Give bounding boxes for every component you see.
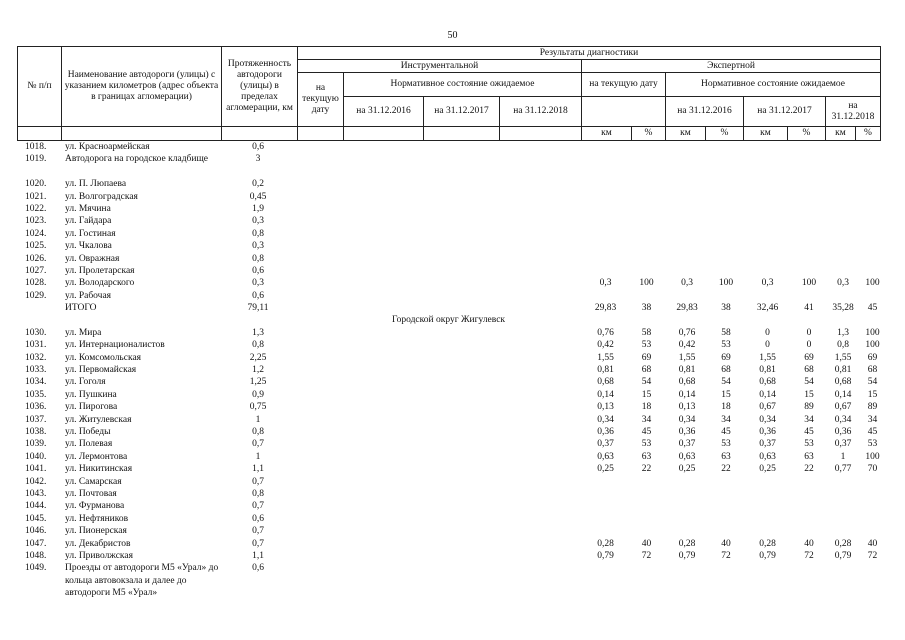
table-row (17, 178, 880, 190)
cell-num: 1034. (25, 377, 47, 388)
cell-e1k: 0,37 (678, 439, 696, 450)
cell-e3k: 0,28 (834, 538, 852, 549)
cell-e2k: 32,46 (756, 303, 779, 314)
cell-num: 1044. (25, 501, 47, 512)
cell-dk: 0,14 (597, 389, 614, 400)
header-pct: % (856, 127, 881, 141)
cell-len: 0,7 (252, 538, 264, 549)
cell-e3p: 100 (865, 327, 880, 338)
cell-name: ул. Мира (65, 327, 102, 338)
cell-len: 0,7 (252, 439, 264, 450)
table-row (17, 339, 880, 351)
cell-name: ул. Декабристов (65, 538, 131, 549)
cell-num: 1027. (25, 265, 47, 276)
cell-e3k: 0,3 (837, 278, 849, 289)
cell-dk: 0,36 (597, 427, 614, 437)
cell-e3p: 45 (867, 303, 878, 314)
cell-e1k: 0,34 (678, 414, 696, 425)
cell-name: ул. Житулевская (65, 414, 132, 425)
cell-e3k: 0,36 (834, 427, 852, 437)
cell-name: ул. Приволжская (65, 550, 133, 561)
table-row (17, 562, 880, 599)
cell-name: ул. Пролетарская (65, 265, 135, 276)
header-km: км (744, 127, 788, 141)
cell-len: 0,6 (252, 513, 264, 524)
table-row (17, 451, 880, 463)
cell-len: 0,9 (252, 389, 264, 400)
cell-name: ул. Пушкина (65, 389, 117, 400)
cell-num: 1030. (25, 327, 47, 338)
table-row (17, 203, 880, 215)
cell-e1k: 0,25 (678, 464, 696, 475)
table-row (17, 538, 880, 550)
cell-dp: 22 (641, 464, 652, 475)
cell-len: 79,11 (247, 303, 269, 314)
cell-e3p: 34 (867, 414, 878, 425)
table-row (17, 265, 880, 277)
cell-name: ул. Пирогова (65, 402, 118, 413)
table-row (17, 191, 880, 203)
table-row (17, 302, 880, 314)
cell-e3p: 72 (867, 550, 878, 561)
header-instrumental: Инструментальной (298, 60, 582, 73)
header-expert: Экспертной (582, 60, 881, 73)
cell-name: ул. Гостиная (65, 228, 116, 239)
cell-e3k: 0,8 (837, 340, 849, 351)
cell-name: ул. Пионерская (65, 526, 127, 537)
cell-name: ул. Гоголя (65, 377, 106, 388)
cell-e1k: 1,55 (678, 352, 696, 363)
header-pct: % (706, 127, 744, 141)
cell-dk: 0,63 (597, 451, 614, 462)
cell-dp: 53 (641, 340, 652, 351)
cell-e3k: 1,55 (834, 352, 852, 363)
cell-e2p: 22 (804, 464, 814, 475)
header-2016: на 31.12.2016 (344, 97, 424, 127)
cell-e3k: 1,3 (837, 327, 849, 338)
cell-e2k: 0,68 (759, 377, 776, 388)
cell-num: 1021. (25, 191, 47, 202)
cell-dp: 63 (641, 451, 652, 462)
cell-len: 0,75 (249, 402, 267, 413)
cell-e2k: 0,36 (759, 427, 776, 437)
cell-num: 1045. (25, 513, 47, 524)
cell-e1k: 0,36 (678, 427, 696, 437)
cell-e1p: 63 (721, 451, 731, 462)
cell-e1k: 0,68 (678, 377, 696, 388)
cell-name: ул. Овражная (65, 253, 120, 264)
cell-name: ул. Никитинская (65, 464, 133, 475)
cell-e2p: 45 (804, 427, 814, 437)
cell-e2p: 0 (806, 327, 812, 338)
cell-num: 1024. (25, 228, 47, 239)
cell-e1k: 0,13 (678, 402, 696, 413)
cell-e1k: 0,14 (678, 389, 696, 400)
cell-name: Автодорога на городское кладбище (65, 154, 208, 165)
cell-e1p: 38 (721, 303, 731, 314)
cell-len: 0,8 (252, 228, 264, 239)
cell-name: ул. Володарского (65, 278, 135, 289)
cell-e2k: 0,79 (759, 550, 776, 561)
cell-dk: 1,55 (597, 352, 614, 363)
cell-e1p: 53 (721, 340, 731, 351)
cell-len: 0,6 (252, 563, 264, 574)
cell-dp: 34 (641, 414, 652, 425)
table-row (17, 426, 880, 438)
cell-num: 1031. (25, 340, 47, 351)
cell-dp: 18 (641, 402, 652, 413)
cell-dk: 0,3 (599, 278, 612, 289)
cell-len: 0,7 (252, 476, 264, 487)
header-2017: на 31.12.2017 (424, 97, 500, 127)
cell-len: 0,8 (252, 488, 264, 499)
cell-e3k: 0,67 (834, 402, 852, 413)
cell-name: ул. Гайдара (65, 216, 112, 227)
cell-name: ул. Первомайская (65, 365, 137, 376)
cell-e3p: 69 (867, 352, 878, 363)
cell-e3k: 35,28 (832, 303, 854, 314)
cell-e3p: 15 (867, 389, 878, 400)
cell-num: 1048. (25, 550, 47, 561)
cell-len: 0,8 (252, 427, 264, 437)
section-title: Городской округ Жигулевск (391, 315, 506, 326)
table-row (17, 525, 880, 537)
cell-name: ул. Чкалова (65, 241, 112, 252)
table-row (17, 277, 880, 289)
cell-num: 1028. (25, 278, 47, 289)
table-row (17, 500, 880, 512)
cell-len: 1,3 (252, 327, 264, 338)
cell-e1p: 68 (721, 365, 731, 376)
cell-e3p: 100 (865, 451, 880, 462)
cell-num: 1026. (25, 253, 47, 264)
cell-name: ул. Рабочая (65, 290, 112, 301)
cell-num: 1036. (25, 402, 47, 413)
cell-len: 0,3 (252, 216, 264, 227)
header-km: км (826, 127, 856, 141)
cell-e2k: 0,34 (759, 414, 776, 425)
cell-len: 1,1 (252, 550, 264, 561)
cell-len: 1,2 (252, 365, 264, 376)
cell-dp: 45 (641, 427, 652, 437)
cell-e2p: 68 (804, 365, 814, 376)
cell-e2k: 0,67 (759, 402, 776, 413)
cell-e1p: 45 (721, 427, 731, 437)
cell-dp: 38 (641, 303, 652, 314)
cell-e2k: 0,63 (759, 451, 776, 462)
cell-name: ул. Комсомольская (65, 352, 142, 363)
cell-e2k: 0,25 (759, 464, 776, 475)
table-row (17, 253, 880, 265)
cell-num: 1032. (25, 352, 47, 363)
cell-num: 1037. (25, 414, 47, 425)
header-name: Наименование автодороги (улицы) с указанием километров (адрес объекта в границах агломерации) (62, 47, 222, 127)
cell-len: 1,25 (249, 377, 267, 388)
header-pct: % (632, 127, 666, 141)
cell-e1k: 0,76 (678, 327, 696, 338)
cell-e1p: 58 (721, 327, 731, 338)
cell-dk: 0,68 (597, 377, 614, 388)
cell-name: ул. Красноармейская (65, 142, 150, 152)
cell-name: ул. Фурманова (65, 501, 125, 512)
table-row (17, 364, 880, 376)
cell-e2k: 0,37 (759, 439, 776, 450)
table-row (17, 352, 880, 364)
header-e2018: на 31.12.2018 (826, 97, 881, 127)
cell-num: 1035. (25, 389, 47, 400)
header-length: Протяженность автодороги (улицы) в пределах агломерации, км (222, 47, 298, 127)
cell-num: 1029. (25, 290, 47, 301)
cell-e3p: 70 (867, 464, 878, 475)
cell-e3p: 89 (867, 402, 878, 413)
cell-len: 0,7 (252, 501, 264, 512)
table-row (17, 215, 880, 227)
cell-e3k: 0,68 (834, 377, 852, 388)
cell-e2p: 63 (804, 451, 814, 462)
cell-len: 0,8 (252, 340, 264, 351)
cell-dk: 0,81 (597, 365, 614, 376)
cell-num: 1038. (25, 427, 47, 437)
cell-e1k: 0,3 (681, 278, 693, 289)
cell-len: 0,7 (252, 526, 264, 537)
cell-name: ИТОГО (65, 303, 97, 314)
cell-e1k: 0,28 (678, 538, 696, 549)
cell-e1p: 53 (721, 439, 731, 450)
cell-len: 0,8 (252, 253, 264, 264)
cell-name: ул. П. Люпаева (65, 179, 127, 190)
cell-e2p: 53 (804, 439, 814, 450)
cell-dp: 58 (641, 327, 652, 338)
cell-num: 1025. (25, 241, 47, 252)
cell-e1p: 34 (721, 414, 731, 425)
cell-num: 1039. (25, 439, 47, 450)
table-row (17, 438, 880, 450)
cell-dk: 0,34 (597, 414, 614, 425)
cell-e2k: 0,3 (761, 278, 774, 289)
cell-e2k: 0,28 (759, 538, 776, 549)
table-header (17, 46, 881, 141)
cell-e1k: 0,81 (678, 365, 696, 376)
cell-e3p: 68 (867, 365, 878, 376)
cell-len: 0,3 (252, 241, 264, 252)
cell-e1p: 15 (721, 389, 731, 400)
cell-e3p: 53 (867, 439, 878, 450)
cell-len: 0,3 (252, 278, 264, 289)
cell-len: 1,1 (252, 464, 264, 475)
cell-len: 0,6 (252, 290, 264, 301)
cell-len: 0,2 (252, 179, 264, 190)
cell-num: 1049. (25, 563, 47, 574)
header-normative-expert: Нормативное состояние ожидаемое (666, 73, 881, 97)
header-pct: % (788, 127, 826, 141)
cell-name: ул. Лермонтова (65, 451, 128, 462)
cell-num: 1023. (25, 216, 47, 227)
cell-len: 1 (255, 414, 261, 425)
table-row (17, 153, 880, 178)
cell-e3p: 100 (865, 278, 880, 289)
cell-num: 1041. (25, 464, 47, 475)
cell-dp: 15 (641, 389, 652, 400)
cell-dk: 0,28 (597, 538, 614, 549)
cell-num: 1043. (25, 488, 47, 499)
cell-e2p: 54 (804, 377, 814, 388)
cell-name: ул. Полевая (65, 439, 113, 450)
cell-dp: 40 (641, 538, 652, 549)
table-row (17, 228, 880, 240)
cell-name: ул. Самарская (65, 476, 122, 487)
header-e2016: на 31.12.2016 (666, 97, 744, 127)
cell-e1p: 54 (721, 377, 731, 388)
cell-e1p: 69 (721, 352, 731, 363)
cell-num: 1018. (25, 142, 47, 152)
cell-e2p: 41 (804, 303, 814, 314)
table-row (17, 141, 880, 153)
cell-name: ул. Волгоградская (65, 191, 138, 202)
cell-dp: 69 (641, 352, 652, 363)
cell-len: 1,9 (252, 203, 264, 214)
header-num: № п/п (18, 47, 62, 127)
cell-e1p: 100 (718, 278, 734, 289)
cell-e2p: 69 (804, 352, 814, 363)
cell-e3p: 100 (865, 340, 880, 351)
cell-dp: 68 (641, 365, 652, 376)
header-current-date-expert: на текущую дату (582, 73, 666, 97)
cell-name: ул. Победы (65, 427, 111, 437)
cell-e2p: 72 (804, 550, 814, 561)
cell-len: 3 (255, 154, 261, 165)
table-row (17, 463, 880, 475)
table-row (17, 389, 880, 401)
cell-e3k: 0,34 (834, 414, 852, 425)
cell-e2p: 34 (804, 414, 814, 425)
table-row (17, 513, 880, 525)
cell-name: ул. Мячина (65, 203, 111, 214)
table-body (17, 141, 880, 599)
cell-e2p: 89 (804, 402, 814, 413)
cell-len: 0,6 (252, 265, 264, 276)
table-row (17, 401, 880, 413)
cell-e2p: 0 (806, 340, 812, 351)
cell-name: ул. Интернационалистов (65, 340, 165, 351)
header-e2017: на 31.12.2017 (744, 97, 826, 127)
cell-dp: 53 (641, 439, 652, 450)
table-row (17, 488, 880, 500)
cell-dk: 0,76 (597, 327, 614, 338)
cell-num: 1040. (25, 451, 47, 462)
cell-num: 1020. (25, 179, 47, 190)
cell-e3k: 1 (840, 451, 846, 462)
cell-e1p: 22 (721, 464, 731, 475)
page-number: 50 (447, 30, 458, 41)
header-2018: на 31.12.2018 (500, 97, 582, 127)
cell-dp: 72 (641, 550, 652, 561)
cell-len: 2,25 (249, 352, 267, 363)
cell-num: 1042. (25, 476, 47, 487)
cell-e1p: 18 (721, 402, 731, 413)
cell-num: 1033. (25, 365, 47, 376)
cell-e2k: 0 (765, 327, 770, 338)
table-row (17, 376, 880, 388)
cell-dp: 54 (641, 377, 652, 388)
cell-e3k: 0,77 (834, 464, 852, 475)
cell-num: 1047. (25, 538, 47, 549)
cell-len: 1 (255, 451, 261, 462)
cell-dk: 0,25 (597, 464, 614, 475)
cell-e2p: 15 (804, 389, 814, 400)
cell-e1p: 40 (721, 538, 731, 549)
cell-e2k: 1,55 (759, 352, 776, 363)
cell-e3k: 0,79 (834, 550, 852, 561)
cell-e3k: 0,81 (834, 365, 852, 376)
cell-e1k: 0,63 (678, 451, 696, 462)
cell-dk: 0,42 (597, 340, 614, 351)
header-km: км (582, 127, 632, 141)
header-results: Результаты диагностики (298, 47, 881, 60)
cell-e2k: 0,14 (759, 389, 776, 400)
table-row (17, 327, 880, 339)
cell-num: 1022. (25, 203, 47, 214)
header-km: км (666, 127, 706, 141)
cell-e1k: 29,83 (676, 303, 698, 314)
header-normative: Нормативное состояние ожидаемое (344, 73, 582, 97)
cell-e3k: 0,14 (834, 389, 852, 400)
cell-num: 1019. (25, 154, 47, 165)
cell-name: ул. Нефтяников (65, 513, 129, 524)
cell-dk: 29,83 (594, 303, 617, 314)
cell-e3k: 0,37 (834, 439, 852, 450)
cell-e3p: 45 (867, 427, 878, 437)
cell-name: ул. Почтовая (65, 488, 117, 499)
table-row (17, 414, 880, 426)
cell-dk: 0,37 (597, 439, 614, 450)
cell-len: 0,6 (252, 142, 264, 152)
cell-e3p: 40 (867, 538, 878, 549)
cell-dk: 0,79 (597, 550, 614, 561)
cell-dp: 100 (639, 278, 654, 289)
section-row (17, 314, 880, 326)
table-row (17, 240, 880, 252)
header-current-date: на текущую дату (298, 73, 344, 127)
cell-e1p: 72 (721, 550, 731, 561)
table-row (17, 290, 880, 302)
cell-len: 0,45 (249, 191, 267, 202)
cell-e1k: 0,42 (678, 340, 696, 351)
cell-dk: 0,13 (597, 402, 614, 413)
cell-e2k: 0,81 (759, 365, 776, 376)
table-row (17, 476, 880, 488)
cell-e2p: 100 (801, 278, 817, 289)
cell-e1k: 0,79 (678, 550, 696, 561)
table-row (17, 550, 880, 562)
cell-e3p: 54 (867, 377, 878, 388)
cell-name: Проезды от автодороги М5 «Урал» до кольца автовокзала и далее до автодороги М5 «Урал» (65, 563, 219, 599)
cell-e2p: 40 (804, 538, 814, 549)
cell-num: 1046. (25, 526, 47, 537)
cell-e2k: 0 (765, 340, 770, 351)
